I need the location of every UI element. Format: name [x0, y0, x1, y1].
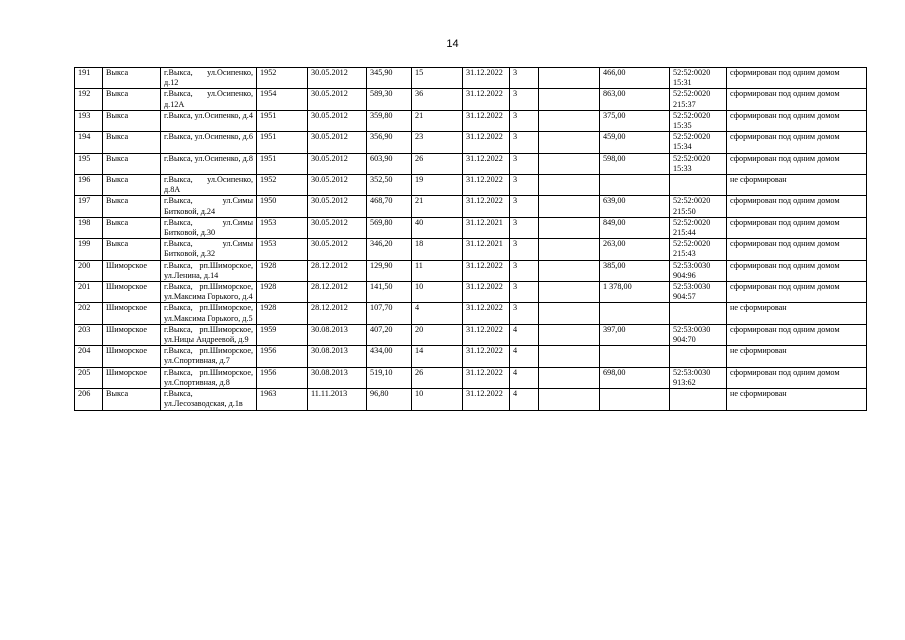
cell-cadastral: 52:53:0030 904:70 [670, 324, 727, 345]
cell-settlement: Шиморское [103, 367, 161, 388]
cell-extra [539, 68, 600, 89]
cell-date: 30.05.2012 [308, 153, 367, 174]
cell-area: 519,10 [367, 367, 412, 388]
cell-cadastral: 52:52:0020 15:35 [670, 110, 727, 131]
cell-extra [539, 260, 600, 281]
table-row [75, 110, 867, 131]
table-row [75, 196, 867, 217]
cell-extra [539, 132, 600, 153]
cell-area: 96,80 [367, 389, 412, 410]
cell-status: сформирован под одним домом [727, 89, 867, 110]
cell-num: 203 [75, 324, 103, 345]
cell-num: 206 [75, 389, 103, 410]
cell-residents: 21 [412, 196, 463, 217]
cell-deadline: 31.12.2022 [463, 110, 510, 131]
cell-area: 434,00 [367, 346, 412, 367]
cell-category: 3 [510, 132, 539, 153]
cell-address: г.Выкса, ул.Осипенко, д.4 [161, 110, 257, 131]
cell-num: 199 [75, 239, 103, 260]
cell-cadastral [670, 175, 727, 196]
cell-category: 3 [510, 110, 539, 131]
cell-year: 1951 [257, 132, 308, 153]
cell-year: 1959 [257, 324, 308, 345]
cell-address: г.Выкса, рп.Шиморское, ул.Спортивная, д.7 [161, 346, 257, 367]
cell-amount: 863,00 [600, 89, 670, 110]
cell-amount [600, 346, 670, 367]
cell-year: 1952 [257, 68, 308, 89]
cell-extra [539, 282, 600, 303]
cell-num: 198 [75, 217, 103, 238]
cell-year: 1928 [257, 260, 308, 281]
cell-deadline: 31.12.2022 [463, 260, 510, 281]
cell-residents: 10 [412, 389, 463, 410]
cell-category: 4 [510, 346, 539, 367]
cell-address: г.Выкса, рп.Шиморское, ул.Ницы Андреевой, д.9 [161, 324, 257, 345]
cell-cadastral: 52:52:0020 215:44 [670, 217, 727, 238]
cell-num: 204 [75, 346, 103, 367]
cell-status: сформирован под одним домом [727, 196, 867, 217]
cell-extra [539, 324, 600, 345]
cell-category: 4 [510, 324, 539, 345]
cell-residents: 11 [412, 260, 463, 281]
cell-settlement: Шиморское [103, 303, 161, 324]
cell-settlement: Выкса [103, 217, 161, 238]
cell-extra [539, 89, 600, 110]
cell-year: 1928 [257, 282, 308, 303]
cell-deadline: 31.12.2022 [463, 346, 510, 367]
cell-amount: 598,00 [600, 153, 670, 174]
cell-status: сформирован под одним домом [727, 110, 867, 131]
cell-amount: 639,00 [600, 196, 670, 217]
cell-address: г.Выкса, рп.Шиморское, ул.Ленина, д.14 [161, 260, 257, 281]
cell-deadline: 31.12.2022 [463, 132, 510, 153]
table-row [75, 260, 867, 281]
cell-address: г.Выкса, рп.Шиморское, ул.Максима Горького, д.4 [161, 282, 257, 303]
cell-extra [539, 239, 600, 260]
cell-year: 1956 [257, 346, 308, 367]
cell-category: 3 [510, 260, 539, 281]
cell-num: 202 [75, 303, 103, 324]
cell-cadastral [670, 303, 727, 324]
cell-num: 200 [75, 260, 103, 281]
table-row [75, 68, 867, 89]
cell-deadline: 31.12.2022 [463, 153, 510, 174]
cell-area: 345,90 [367, 68, 412, 89]
cell-settlement: Шиморское [103, 260, 161, 281]
cell-residents: 23 [412, 132, 463, 153]
cell-cadastral: 52:52:0020 15:34 [670, 132, 727, 153]
cell-category: 4 [510, 389, 539, 410]
cell-address: г.Выкса, ул.Лесозаводская, д.1в [161, 389, 257, 410]
cell-amount: 375,00 [600, 110, 670, 131]
cell-cadastral [670, 389, 727, 410]
cell-status: сформирован под одним домом [727, 217, 867, 238]
cell-cadastral: 52:52:0020 15:31 [670, 68, 727, 89]
cell-status: сформирован под одним домом [727, 68, 867, 89]
cell-status: сформирован под одним домом [727, 260, 867, 281]
cell-date: 30.05.2012 [308, 239, 367, 260]
cell-date: 30.08.2013 [308, 367, 367, 388]
cell-status: сформирован под одним домом [727, 132, 867, 153]
cell-residents: 36 [412, 89, 463, 110]
cell-num: 205 [75, 367, 103, 388]
cell-status: не сформирован [727, 389, 867, 410]
table-row [75, 217, 867, 238]
cell-amount: 397,00 [600, 324, 670, 345]
cell-year: 1951 [257, 153, 308, 174]
cell-date: 30.05.2012 [308, 175, 367, 196]
cell-settlement: Выкса [103, 175, 161, 196]
cell-category: 3 [510, 217, 539, 238]
cell-year: 1954 [257, 89, 308, 110]
cell-deadline: 31.12.2022 [463, 389, 510, 410]
table-row [75, 239, 867, 260]
cell-status: не сформирован [727, 303, 867, 324]
cell-residents: 10 [412, 282, 463, 303]
cell-date: 30.05.2012 [308, 89, 367, 110]
table-row [75, 389, 867, 410]
cell-address: г.Выкса, ул.Осипенко, д.8А [161, 175, 257, 196]
cell-area: 468,70 [367, 196, 412, 217]
cell-year: 1953 [257, 217, 308, 238]
cell-year: 1952 [257, 175, 308, 196]
cell-date: 11.11.2013 [308, 389, 367, 410]
cell-deadline: 31.12.2022 [463, 68, 510, 89]
cell-status: сформирован под одним домом [727, 153, 867, 174]
cell-date: 30.08.2013 [308, 346, 367, 367]
cell-date: 28.12.2012 [308, 303, 367, 324]
cell-amount [600, 175, 670, 196]
cell-status: сформирован под одним домом [727, 367, 867, 388]
cell-residents: 40 [412, 217, 463, 238]
cell-category: 3 [510, 175, 539, 196]
cell-num: 197 [75, 196, 103, 217]
cell-category: 4 [510, 367, 539, 388]
cell-area: 589,30 [367, 89, 412, 110]
cell-cadastral: 52:53:0030 913:62 [670, 367, 727, 388]
cell-date: 28.12.2012 [308, 260, 367, 281]
cell-extra [539, 367, 600, 388]
cell-date: 28.12.2012 [308, 282, 367, 303]
cell-amount: 849,00 [600, 217, 670, 238]
cell-num: 192 [75, 89, 103, 110]
cell-year: 1953 [257, 239, 308, 260]
cell-address: г.Выкса, ул.Осипенко, д.6 [161, 132, 257, 153]
cell-address: г.Выкса, ул.Осипенко, д.12А [161, 89, 257, 110]
cell-extra [539, 217, 600, 238]
cell-area: 603,90 [367, 153, 412, 174]
cell-settlement: Выкса [103, 89, 161, 110]
cell-status: сформирован под одним домом [727, 282, 867, 303]
table-row [75, 282, 867, 303]
cell-amount: 385,00 [600, 260, 670, 281]
cell-category: 3 [510, 282, 539, 303]
cell-deadline: 31.12.2022 [463, 175, 510, 196]
cell-amount: 698,00 [600, 367, 670, 388]
table-row [75, 132, 867, 153]
cell-cadastral: 52:52:0020 15:33 [670, 153, 727, 174]
cell-date: 30.08.2013 [308, 324, 367, 345]
cell-residents: 15 [412, 68, 463, 89]
cell-area: 407,20 [367, 324, 412, 345]
cell-address: г.Выкса, ул.Симы Битковой, д.30 [161, 217, 257, 238]
cell-area: 107,70 [367, 303, 412, 324]
cell-num: 194 [75, 132, 103, 153]
cell-extra [539, 110, 600, 131]
page-number: 14 [446, 38, 459, 50]
cell-address: г.Выкса, ул.Осипенко, д.12 [161, 68, 257, 89]
cell-deadline: 31.12.2022 [463, 324, 510, 345]
cell-settlement: Выкса [103, 239, 161, 260]
cell-residents: 26 [412, 367, 463, 388]
cell-address: г.Выкса, ул.Симы Битковой, д.32 [161, 239, 257, 260]
cell-area: 359,80 [367, 110, 412, 131]
cell-area: 569,80 [367, 217, 412, 238]
cell-num: 191 [75, 68, 103, 89]
cell-settlement: Выкса [103, 132, 161, 153]
table-row [75, 175, 867, 196]
cell-amount: 466,00 [600, 68, 670, 89]
cell-amount: 459,00 [600, 132, 670, 153]
cell-num: 195 [75, 153, 103, 174]
table-row [75, 303, 867, 324]
cell-address: г.Выкса, ул.Осипенко, д.8 [161, 153, 257, 174]
cell-extra [539, 153, 600, 174]
cell-date: 30.05.2012 [308, 132, 367, 153]
cell-date: 30.05.2012 [308, 110, 367, 131]
cell-residents: 4 [412, 303, 463, 324]
cell-cadastral: 52:52:0020 215:50 [670, 196, 727, 217]
cell-cadastral: 52:53:0030 904:96 [670, 260, 727, 281]
cell-extra [539, 175, 600, 196]
cell-num: 201 [75, 282, 103, 303]
cell-address: г.Выкса, ул.Симы Битковой, д.24 [161, 196, 257, 217]
cell-settlement: Выкса [103, 110, 161, 131]
cell-settlement: Выкса [103, 389, 161, 410]
cell-extra [539, 303, 600, 324]
cell-year: 1950 [257, 196, 308, 217]
register-table [74, 67, 867, 411]
cell-residents: 26 [412, 153, 463, 174]
cell-area: 356,90 [367, 132, 412, 153]
cell-residents: 19 [412, 175, 463, 196]
cell-status: сформирован под одним домом [727, 239, 867, 260]
cell-category: 3 [510, 239, 539, 260]
cell-deadline: 31.12.2021 [463, 217, 510, 238]
cell-residents: 14 [412, 346, 463, 367]
cell-address: г.Выкса, рп.Шиморское, ул.Максима Горького, д.5 [161, 303, 257, 324]
cell-deadline: 31.12.2021 [463, 239, 510, 260]
table-row [75, 89, 867, 110]
cell-date: 30.05.2012 [308, 217, 367, 238]
cell-deadline: 31.12.2022 [463, 367, 510, 388]
cell-amount: 263,00 [600, 239, 670, 260]
cell-cadastral: 52:52:0020 215:43 [670, 239, 727, 260]
cell-settlement: Выкса [103, 196, 161, 217]
cell-amount [600, 303, 670, 324]
cell-deadline: 31.12.2022 [463, 282, 510, 303]
cell-deadline: 31.12.2022 [463, 303, 510, 324]
cell-settlement: Шиморское [103, 324, 161, 345]
cell-amount [600, 389, 670, 410]
table-row [75, 324, 867, 345]
cell-extra [539, 346, 600, 367]
cell-residents: 20 [412, 324, 463, 345]
cell-deadline: 31.12.2022 [463, 196, 510, 217]
cell-cadastral: 52:53:0030 904:57 [670, 282, 727, 303]
cell-year: 1956 [257, 367, 308, 388]
cell-area: 352,50 [367, 175, 412, 196]
cell-category: 3 [510, 89, 539, 110]
cell-residents: 21 [412, 110, 463, 131]
table-row [75, 346, 867, 367]
cell-residents: 18 [412, 239, 463, 260]
cell-settlement: Выкса [103, 153, 161, 174]
cell-category: 3 [510, 68, 539, 89]
cell-category: 3 [510, 196, 539, 217]
cell-year: 1963 [257, 389, 308, 410]
cell-cadastral [670, 346, 727, 367]
cell-date: 30.05.2012 [308, 196, 367, 217]
cell-year: 1951 [257, 110, 308, 131]
cell-date: 30.05.2012 [308, 68, 367, 89]
cell-num: 193 [75, 110, 103, 131]
cell-year: 1928 [257, 303, 308, 324]
cell-settlement: Выкса [103, 68, 161, 89]
cell-amount: 1 378,00 [600, 282, 670, 303]
cell-status: сформирован под одним домом [727, 324, 867, 345]
cell-settlement: Шиморское [103, 346, 161, 367]
cell-status: не сформирован [727, 175, 867, 196]
cell-settlement: Шиморское [103, 282, 161, 303]
cell-num: 196 [75, 175, 103, 196]
cell-extra [539, 389, 600, 410]
cell-cadastral: 52:52:0020 215:37 [670, 89, 727, 110]
cell-category: 3 [510, 303, 539, 324]
table-row [75, 153, 867, 174]
cell-extra [539, 196, 600, 217]
cell-category: 3 [510, 153, 539, 174]
cell-address: г.Выкса, рп.Шиморское, ул.Спортивная, д.8 [161, 367, 257, 388]
table-row [75, 367, 867, 388]
cell-status: не сформирован [727, 346, 867, 367]
cell-deadline: 31.12.2022 [463, 89, 510, 110]
cell-area: 346,20 [367, 239, 412, 260]
cell-area: 129,90 [367, 260, 412, 281]
cell-area: 141,50 [367, 282, 412, 303]
